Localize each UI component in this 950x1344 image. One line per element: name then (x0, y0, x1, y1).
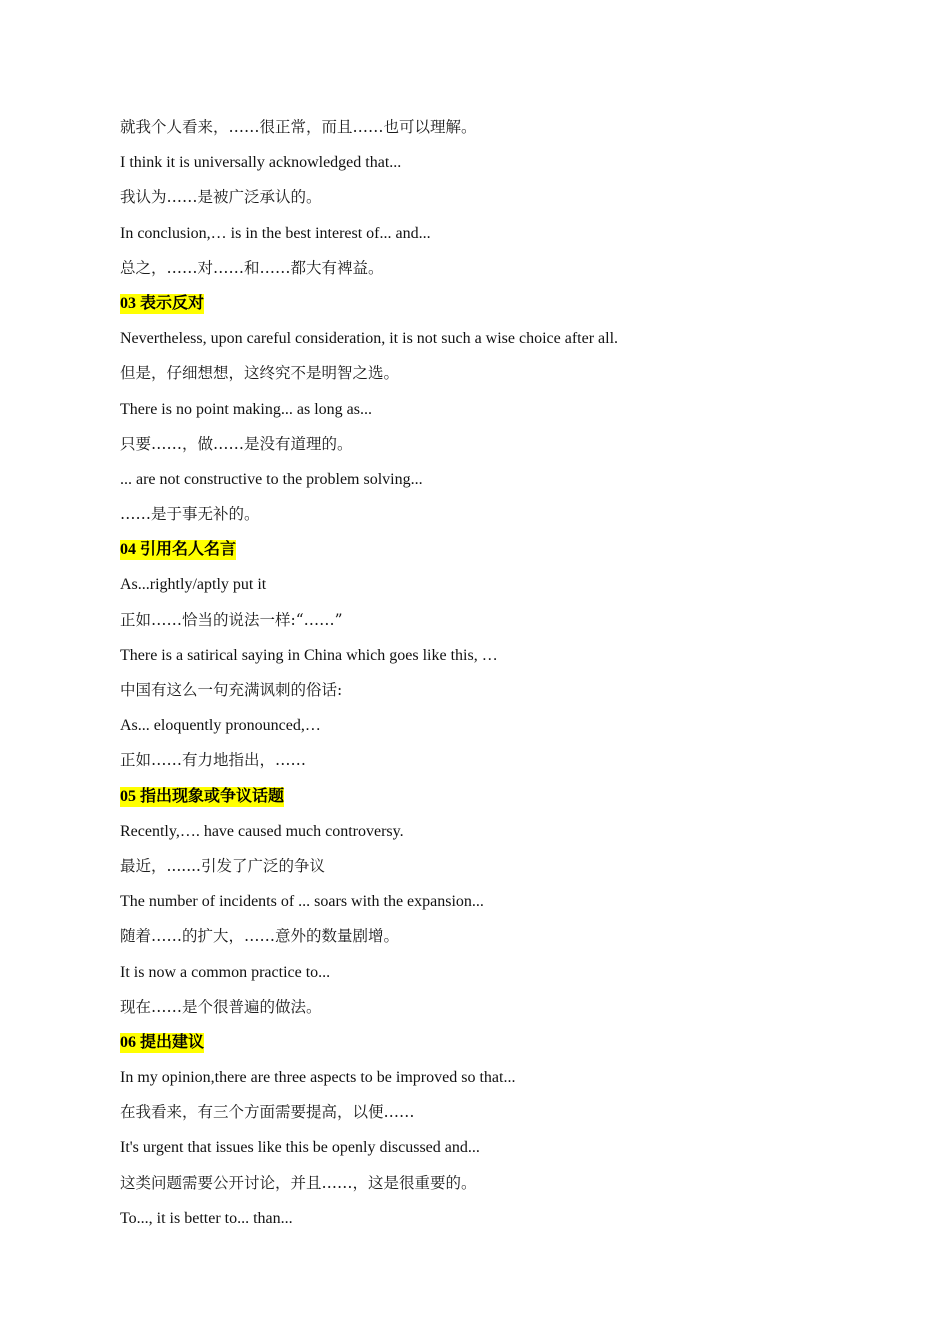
chinese-translation-line: 正如……恰当的说法一样:“……” (120, 610, 343, 629)
english-phrase-line: It is now a common practice to... (120, 963, 331, 981)
english-phrase-line: ... are not constructive to the problem solving... (120, 470, 423, 488)
english-phrase-line: As... eloquently pronounced,… (120, 717, 321, 735)
highlighted-heading-text: 04 引用名人名言 (120, 541, 237, 559)
english-phrase-line: It's urgent that issues like this be openly discussed and... (120, 1139, 480, 1157)
english-phrase-line: There is no point making... as long as... (120, 400, 372, 418)
section-heading (120, 286, 840, 321)
chinese-translation-line: 总之，……对……和……都大有裨益。 (120, 258, 384, 277)
chinese-translation-line: 我认为……是被广泛承认的。 (120, 188, 322, 207)
english-phrase-line: In conclusion,… is in the best interest of... and... (120, 224, 431, 242)
chinese-translation-line: ……是于事无补的。 (120, 505, 260, 524)
chinese-translation-line: 就我个人看来，……很正常，而且……也可以理解。 (120, 118, 477, 136)
english-phrase-line: There is a satirical saying in China which goes like this, … (120, 646, 498, 664)
section-heading (120, 532, 840, 567)
english-phrase-line: As...rightly/aptly put it (120, 576, 267, 594)
english-phrase-line: Nevertheless, upon careful consideration, it is not such a wise choice after all. (120, 330, 619, 348)
chinese-translation-line: 随着……的扩大，……意外的数量剧增。 (120, 927, 400, 946)
english-phrase-line: In my opinion,there are three aspects to be improved so that... (120, 1069, 516, 1087)
english-phrase-line: To..., it is better to... than... (120, 1209, 293, 1227)
chinese-translation-line: 现在……是个很普遍的做法。 (120, 997, 322, 1016)
highlighted-heading-text: 03 表示反对 (120, 294, 205, 312)
chinese-translation-line: 这类问题需要公开讨论，并且……，这是很重要的。 (120, 1173, 477, 1192)
section-heading (120, 1025, 840, 1060)
chinese-translation-line: 在我看来，有三个方面需要提高，以便…… (120, 1103, 415, 1122)
chinese-translation-line: 只要……，做……是没有道理的。 (120, 434, 353, 453)
chinese-translation-line: 正如……有力地指出，…… (120, 751, 307, 770)
highlighted-heading-text: 06 提出建议 (120, 1033, 205, 1051)
english-phrase-line: I think it is universally acknowledged that... (120, 154, 402, 172)
english-phrase-line: Recently,…. have caused much controversy. (120, 822, 404, 840)
english-phrase-line: The number of incidents of ... soars with the expansion... (120, 893, 484, 911)
chinese-translation-line: 中国有这么一句充满讽刺的俗话: (120, 681, 343, 699)
highlighted-heading-text: 05 指出现象或争议话题 (120, 787, 285, 805)
section-heading (120, 779, 840, 814)
document-body (120, 110, 840, 1236)
chinese-translation-line: 但是，仔细想想，这终究不是明智之选。 (120, 364, 400, 383)
chinese-translation-line: 最近，.......引发了广泛的争议 (120, 856, 325, 875)
